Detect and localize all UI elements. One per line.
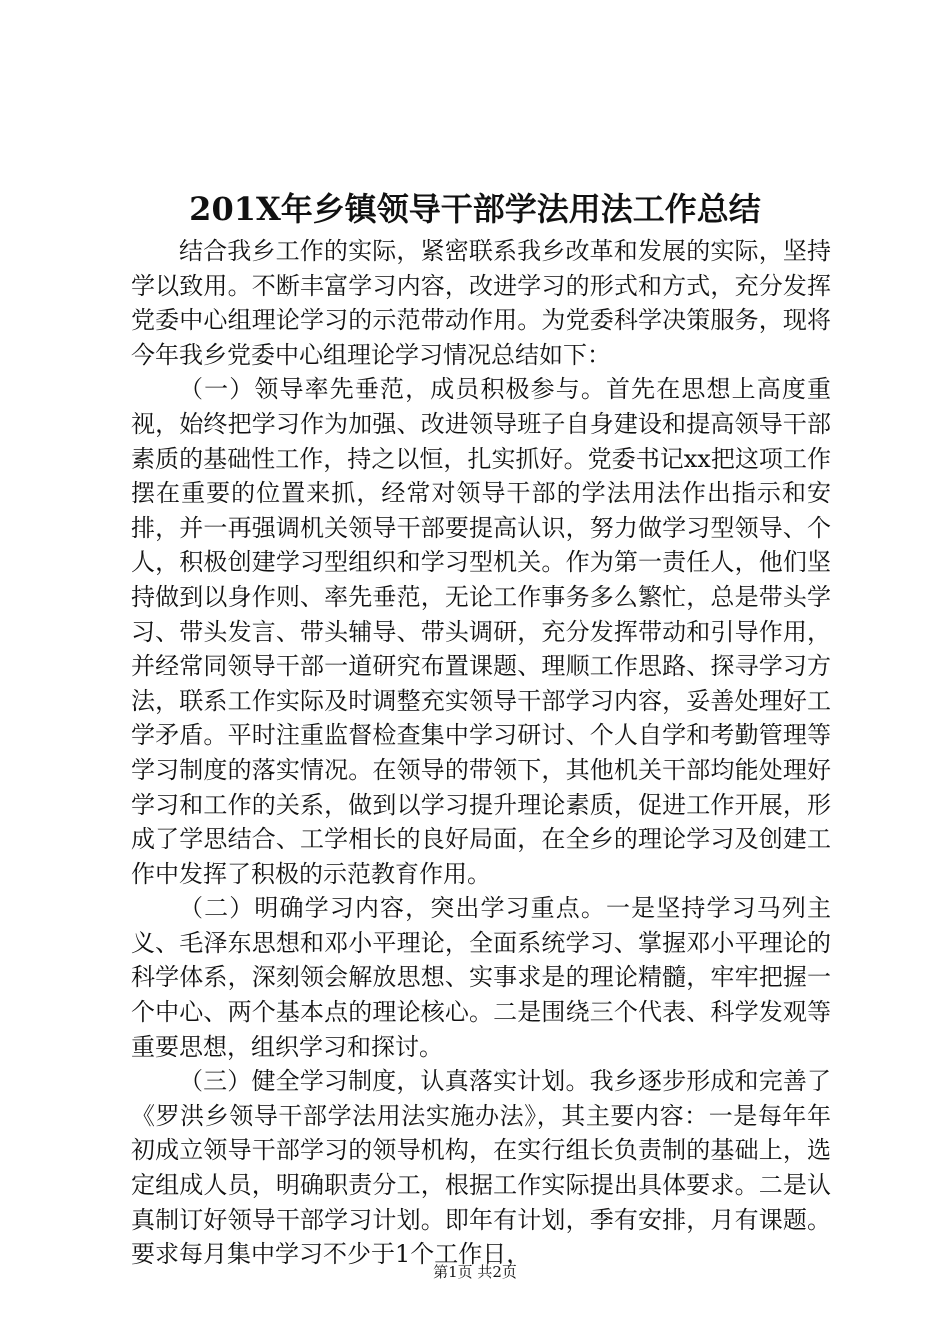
document-body	[131, 234, 831, 1272]
paragraph-section-2: （二）明确学习内容，突出学习重点。一是坚持学习马列主义、毛泽东思想和邓小平理论，全面系统学习、掌握邓小平理论的科学体系，深刻领会解放思想、实事求是的理论精髓，牢牢把握一个中心、两个基本点的理论核心。二是围绕三个代表、科学发观等重要思想，组织学习和探讨。	[131, 894, 831, 1061]
page-footer: 第1页 共2页	[433, 1263, 517, 1281]
paragraph-intro: 结合我乡工作的实际，紧密联系我乡改革和发展的实际，坚持学以致用。不断丰富学习内容，改进学习的形式和方式，充分发挥党委中心组理论学习的示范带动作用。为党委科学决策服务，现将今年我乡党委中心组理论学习情况总结如下：	[131, 237, 831, 369]
paragraph-section-1: （一）领导率先垂范，成员积极参与。首先在思想上高度重视，始终把学习作为加强、改进领导班子自身建设和提高领导干部素质的基础性工作，持之以恒，扎实抓好。党委书记xx把这项工作摆在重要的位置来抓，经常对领导干部的学法用法作出指示和安排，并一再强调机关领导干部要提高认识，努力做学习型领导、个人，积极创建学习型组织和学习型机关。作为第一责任人，他们坚持做到以身作则、率先垂范，无论工作事务多么繁忙，总是带头学习、带头发言、带头辅导、带头调研，充分发挥带动和引导作用，并经常同领导干部一道研究布置课题、理顺工作思路、探寻学习方法，联系工作实际及时调整充实领导干部学习内容，妥善处理好工学矛盾。平时注重监督检查集中学习研讨、个人自学和考勤管理等学习制度的落实情况。在领导的带领下，其他机关干部均能处理好学习和工作的关系，做到以学习提升理论素质，促进工作开展，形成了学思结合、工学相长的良好局面，在全乡的理论学习及创建工作中发挥了积极的示范教育作用。	[131, 375, 831, 888]
document-title: 201X年乡镇领导干部学法用法工作总结	[189, 190, 761, 228]
paragraph-section-3: （三）健全学习制度，认真落实计划。我乡逐步形成和完善了《罗洪乡领导干部学法用法实施办法》，其主要内容：一是每年年初成立领导干部学习的领导机构，在实行组长负责制的基础上，选定组成人员，明确职责分工，根据工作实际提出具体要求。二是认真制订好领导干部学习计划。即年有计划，季有安排，月有课题。要求每月集中学习不少于1个工作日，	[131, 1067, 831, 1269]
